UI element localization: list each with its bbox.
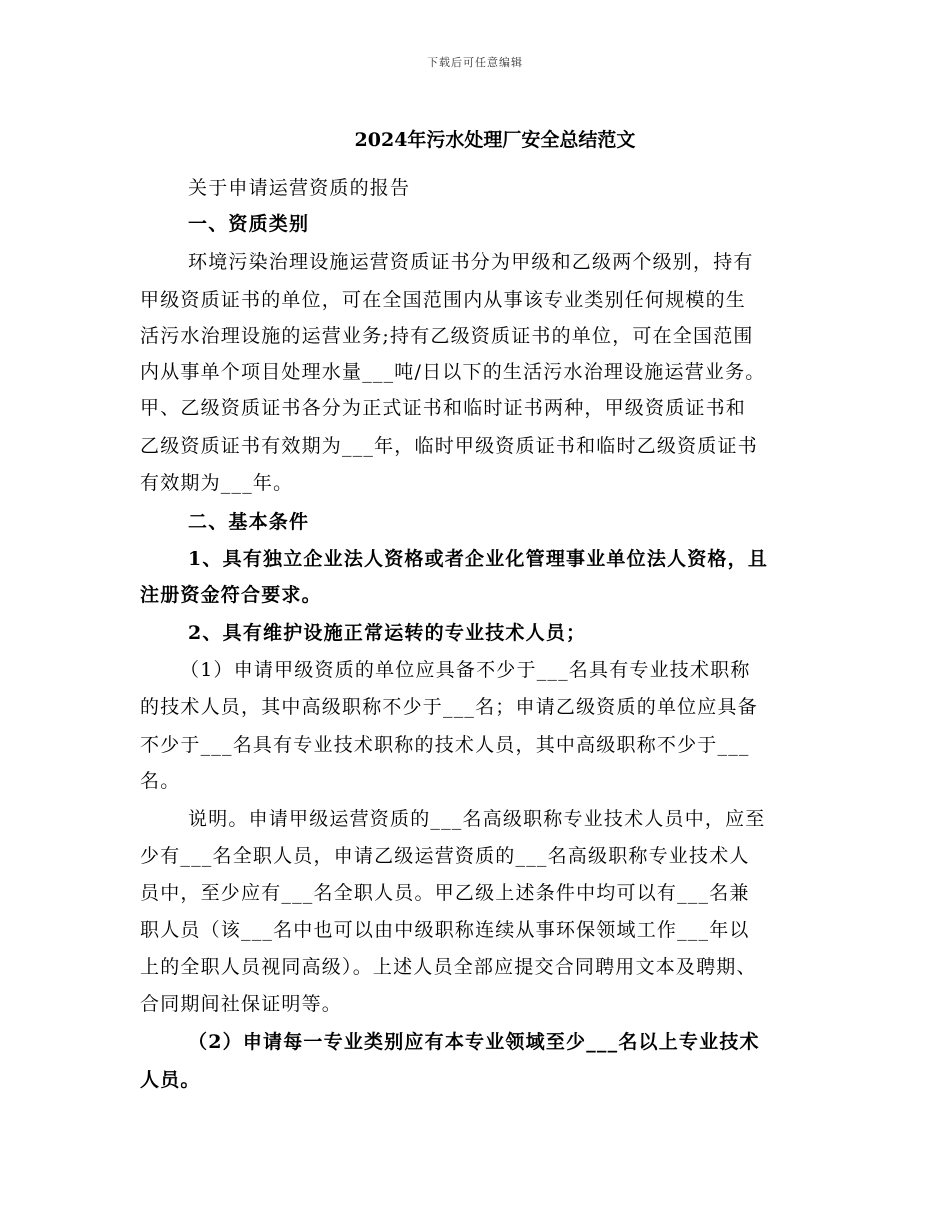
paragraph-line: 乙级资质证书有效期为___年，临时甲级资质证书和临时乙级资质证书 xyxy=(140,435,758,457)
paragraph-line: 说明。申请甲级运营资质的___名高级职称专业技术人员中，应至 xyxy=(188,808,766,830)
paragraph-line: 员中，至少应有___名全职人员。甲乙级上述条件中均可以有___名兼 xyxy=(140,882,750,904)
paragraph-line: 不少于___名具有专业技术职称的技术人员，其中高级职称不少于___ xyxy=(140,734,750,756)
paragraph-line: 职人员（该___名中也可以由中级职称连续从事环保领域工作___年以 xyxy=(140,919,750,941)
paragraph-line: 上的全职人员视同高级）。上述人员全部应提交合同聘用文本及聘期、 xyxy=(140,956,757,978)
paragraph-line: 合同期间社保证明等。 xyxy=(140,993,343,1015)
condition-2-item-2: （2）申请每一专业类别应有本专业领域至少___名以上专业技术 xyxy=(188,1031,760,1053)
paragraph-line: （1）申请甲级资质的单位应具备不少于___名具有专业技术职称 xyxy=(180,659,751,681)
section-heading-1: 一、资质类别 xyxy=(188,213,310,235)
paragraph-line: 环境污染治理设施运营资质证书分为甲级和乙级两个级别，持有 xyxy=(188,251,754,273)
paragraph-line: 甲、乙级资质证书各分为正式证书和临时证书两种，甲级资质证书和 xyxy=(140,397,747,419)
paragraph-line: 有效期为___年。 xyxy=(140,472,294,494)
paragraph-line: 名。 xyxy=(140,770,181,792)
paragraph-line: 的技术人员，其中高级职称不少于___名；申请乙级资质的单位应具备 xyxy=(140,696,758,718)
paragraph-line: 少有___名全职人员，申请乙级运营资质的___名高级职称专业技术人 xyxy=(140,845,750,867)
condition-2-item-2-cont: 人员。 xyxy=(140,1069,201,1091)
document-title: 2024年污水处理厂安全总结范文 xyxy=(354,129,636,151)
paragraph-line: 内从事单个项目处理水量___吨/日以下的生活污水治理设施运营业务。 xyxy=(140,361,766,383)
section-heading-2: 二、基本条件 xyxy=(188,511,310,533)
condition-1-cont: 注册资金符合要求。 xyxy=(140,584,322,606)
condition-2: 2、具有维护设施正常运转的专业技术人员； xyxy=(188,622,587,644)
condition-1: 1、具有独立企业法人资格或者企业化管理事业单位法人资格，且 xyxy=(188,548,769,570)
report-heading: 关于申请运营资质的报告 xyxy=(188,177,411,199)
paragraph-line: 活污水治理设施的运营业务;持有乙级资质证书的单位，可在全国范围 xyxy=(140,325,754,347)
paragraph-line: 甲级资质证书的单位，可在全国范围内从事该专业类别任何规模的生 xyxy=(140,289,747,311)
header-note: 下载后可任意编辑 xyxy=(427,56,523,69)
